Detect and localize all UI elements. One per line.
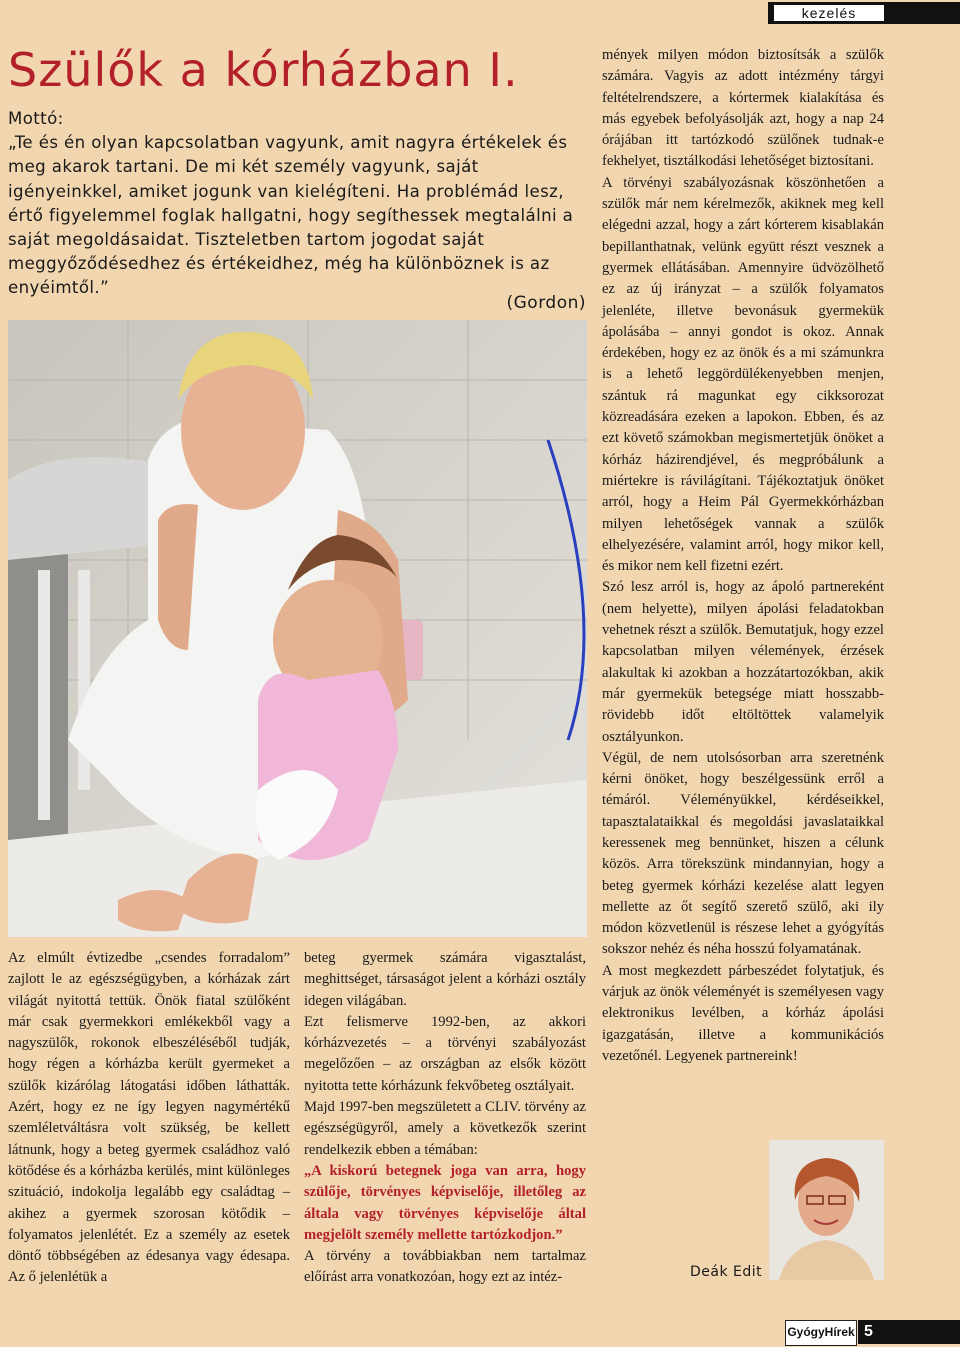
column-2-paragraph-1: beteg gyermek számára vigasztalást, meghittséget, társaságot jelent a kórházi osztály idegen világában. (304, 950, 586, 1009)
text-column-1 (8, 948, 290, 1289)
column-2-paragraph-2: Ezt felismerve 1992-ben, az akkori kórházvezetés – a törvényi szabályozást megelőzően – az országban az elsők között nyitotta tette kórházunk fekvőbeteg osztályait. (304, 1013, 586, 1094)
law-quote: „A kiskorú betegnek joga van arra, hogy szülője, törvényes képviselője, illetőleg az általa vagy törvényes képviselője által megjelölt személy mellette tartózkodjon.” (304, 1162, 586, 1243)
column-1-paragraph: Az elmúlt évtizedbe „csendes forradalom” zajlott le az egészségügyben, a kórházak zárt világát nyitottá tettük. Önök fiatal szülőként már csak gyermekkori emlékekből vagy a nagyszülők, rokonok elbeszéléséből tudják, hogy régen a kórházba került gyermeket a szülők kizárólag látogatási időben láthatták. Azért, hogy ez ne így legyen nagymértékű szemléletváltásra volt szükség, be kellett látnunk, hogy a beteg gyermek családhoz való kötődése és a kórházba kerülés, mint különleges szituáció, indokolja legalább egy családtag – akihez a gyermek szorosan kötődik – folyamatos jelenlétét. Ez a személy az esetek döntő többségében az édesanya vagy édesapa. Az ő jelenlétük a (8, 950, 290, 1286)
text-column-2 (304, 948, 586, 1289)
column-2-paragraph-3: Majd 1997-ben megszületett a CLIV. törvény az egészségügyről, amely a következők szerint rendelkezik ebben a témában: (304, 1099, 586, 1158)
column-3-paragraph-1: mények milyen módon biztosítsák a szülők számára. Vagyis az adott intézmény tárgyi feltételrendszere, a kórtermek kialakítása és más egyebek befolyásolják azt, hogy a nap 24 órájában itt tartózkodó szülőnek tudnak-e fekhelyet, tisztálkodási lehetőséget biztosítani. (602, 47, 884, 170)
motto-label: Mottó: (8, 109, 64, 128)
author-portrait (769, 1140, 884, 1280)
motto-author: (Gordon) (506, 293, 586, 313)
column-2-paragraph-4: A törvény a továbbiakban nem tartalmaz előírást arra vonatkozóan, hogy ezt az intéz- (304, 1248, 586, 1286)
column-3-paragraph-4: Végül, de nem utolsósorban arra szeretnénk kérni önöket, hogy beszélgessünk erről a témáról. Véleményükkel, kérdéseikkel, tapasztalataikkal és megoldási javaslataikkal keressenek meg bennünket, hiszen a célunk közös. Arra törekszünk mindannyian, hogy a beteg gyermek kórházi kezelése alatt legyen mellette az őt segítő szerető szülő, aki ily módon közvetlenül is részese lehet a gyógyítás sokszor nehéz és néha hosszú folyamatának. (602, 749, 884, 958)
column-3-paragraph-5: A most megkezdett párbeszédet folytatjuk, és várjuk az önök véleményét is személyesen vagy elektronikus levélben, a kórház ápolási igazgatásán, illetve a kommunikációs vezetőnél. Legyenek partnereink! (602, 962, 884, 1064)
column-3-paragraph-2: A törvényi szabályozásnak köszönhetően a szülők már nem kérelmezők, akiknek meg kell elégedni azzal, hogy a zárt kórterem kisablakán bepillanthatnak, velünk együtt részt vesznek a gyermek ellátásában. Amennyire üdvözölhető ez az új irányzat – a szülők folyamatos jelenléte, illetve bevonásuk gyermekük ápolásába – annyi gondot is okoz. Annak érdekében, hogy ez az önök és a mi számunkra is a lehető leggördülékenyebben menjen, szántuk rá magunkat egy cikksorozat közreadására ezeken a lapokon. Ebben, és az ezt követő számokban megismertetjük önöket a kórház házirendjével, és megpróbálunk a miértekre is rávilágítani. Tájékoztatjuk önöket arról, hogy a Heim Pál Gyermekkórházban milyen lehetőségek vannak a szülők elhelyezésére, valamint arról, hogy mikor kell, és mikor nem kell fizetni ezért. (602, 174, 884, 575)
author-name: Deák Edit (690, 1264, 763, 1280)
text-column-3 (602, 45, 884, 1067)
section-tag (768, 2, 960, 24)
page-number: 5 (858, 1320, 960, 1344)
motto (8, 107, 588, 301)
mother-child-photo (8, 320, 587, 937)
section-tag-label: kezelés (774, 5, 884, 21)
magazine-logo: GyógyHírek (785, 1320, 857, 1346)
article-title: Szülők a kórházban I. (8, 43, 519, 97)
column-3-paragraph-3: Szó lesz arról is, hogy az ápoló partnereként (nem helyette), milyen ápolási feladatokban vehetnek részt a szülők. Bemutatjuk, hogy ezzel kapcsolatban milyen vélemények, érzések alakultak ki azokban a hozzátartozókban, akik már gyermekük betegsége miatt hosszabb-rövidebb időt eltöltöttek valamelyik osztályunkon. (602, 579, 884, 745)
motto-text: „Te és én olyan kapcsolatban vagyunk, amit nagyra értékelek és meg akarok tartani. De mi két személy vagyunk, saját igényeinkkel, amiket jogunk van kielégíteni. Ha problémád lesz, értő figyelemmel foglak hallgatni, hogy segíthessek megtalálni a saját megoldásaidat. Tiszteletben tartom jogodat saját meggyőződésedhez és értékeidhez, még ha különböznek is az enyéimtől.” (8, 133, 574, 298)
